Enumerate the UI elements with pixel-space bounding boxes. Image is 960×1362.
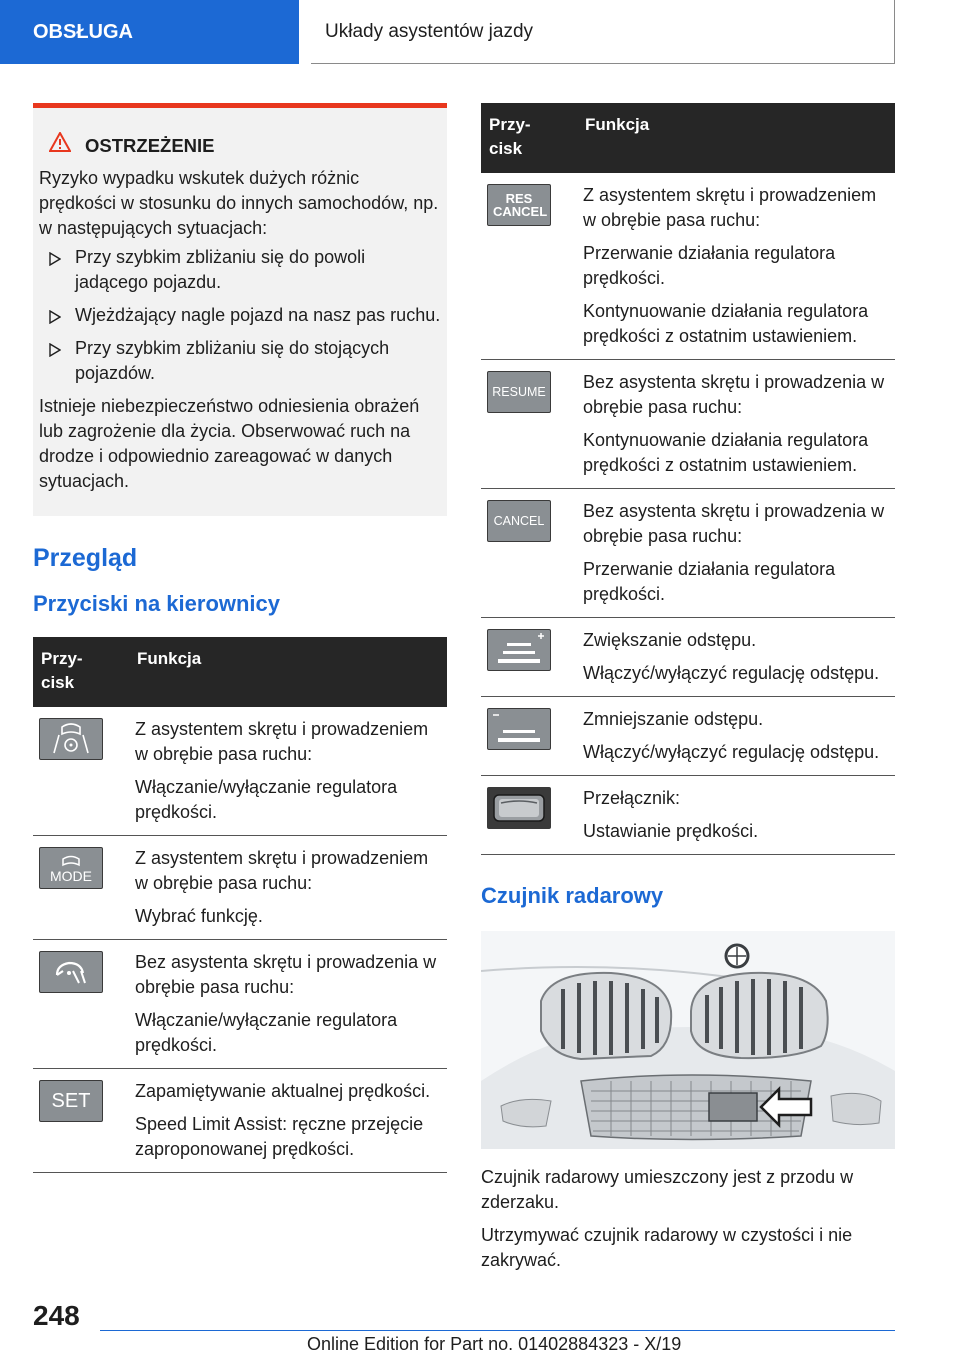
set-label: SET — [51, 1089, 91, 1112]
function-text: Przerwanie działania regulatora prędkości. — [583, 559, 836, 604]
res-cancel-label: RES CANCEL — [493, 191, 548, 219]
cruise-control-icon[interactable] — [39, 951, 103, 993]
function-text: Kontynuowanie działania regulatora prędkości z ostatnim ustawieniem. — [583, 430, 869, 475]
function-text: Zwiększanie odstępu. — [583, 630, 757, 650]
function-text: Przerwanie działania regulatora prędkości. — [583, 243, 836, 288]
function-text: Zmniejszanie odstępu. — [583, 709, 764, 729]
function-text: Wybrać funkcję. — [135, 906, 263, 926]
radar-paragraph: Czujnik radarowy umieszczony jest z przodu w zderzaku. — [481, 1167, 854, 1212]
function-text: Ustawianie prędkości. — [583, 821, 759, 841]
table-row — [33, 836, 447, 940]
function-text: Przełącznik: — [583, 788, 681, 808]
header-section-label: OBSŁUGA — [33, 20, 133, 43]
function-text: Włączyć/wyłączyć regulację odstępu. — [583, 742, 880, 762]
header-function: Funkcja — [577, 103, 895, 173]
buttons-table-right — [481, 103, 895, 855]
function-text: Włączanie/wyłączanie regulatora prędkości. — [135, 777, 398, 822]
car-front-radar-sensor-image — [481, 931, 895, 1149]
buttons-table-left — [33, 637, 447, 1173]
section-title: Przegląd — [33, 544, 138, 572]
set-button-icon[interactable] — [39, 1080, 103, 1122]
function-text: Włączanie/wyłączanie regulatora prędkości. — [135, 1010, 398, 1055]
warning-triangle-icon — [49, 132, 85, 158]
function-text: Zapamiętywanie aktualnej prędkości. — [135, 1081, 431, 1101]
chapter-label: Układy asystentów jazdy — [325, 20, 534, 42]
triangle-bullet-icon — [49, 339, 61, 364]
table-header-row — [481, 103, 895, 173]
cancel-button-icon[interactable] — [487, 500, 551, 542]
warning-item-text: Przy szybkim zbliżaniu się do stojących pojazdów. — [75, 338, 390, 383]
function-text: Speed Limit Assist: ręczne przejęcie zaproponowanej prędkości. — [135, 1114, 424, 1159]
rocker-switch-icon[interactable] — [487, 787, 551, 829]
warning-list-item — [39, 303, 441, 328]
warning-list — [39, 245, 441, 386]
table-row — [481, 360, 895, 489]
resume-label: RESUME — [492, 384, 546, 399]
mode-label: MODE — [50, 867, 92, 884]
subsection-title: Przyciski na kierownicy — [33, 591, 281, 616]
table-header-row — [33, 637, 447, 707]
res-cancel-button-icon[interactable] — [487, 184, 551, 226]
table-row — [481, 489, 895, 618]
resume-button-icon[interactable] — [487, 371, 551, 413]
triangle-bullet-icon — [49, 248, 61, 273]
radar-title: Czujnik radarowy — [481, 883, 664, 908]
warning-title: OSTRZEŻENIE — [85, 134, 215, 156]
header-chapter-title — [311, 0, 895, 64]
header-section-tab[interactable] — [0, 0, 299, 64]
footer-edition: Online Edition for Part no. 01402884323 - X/19 — [307, 1334, 682, 1354]
table-row — [481, 697, 895, 776]
mode-button-icon[interactable] — [39, 847, 103, 889]
table-row — [33, 1069, 447, 1173]
distance-increase-icon[interactable] — [487, 629, 551, 671]
page-number: 248 — [33, 1300, 80, 1331]
cancel-label: CANCEL — [493, 513, 545, 528]
warning-list-item — [39, 245, 441, 295]
table-row — [481, 776, 895, 855]
driving-assistant-icon[interactable] — [39, 718, 103, 760]
warning-item-text: Wjeżdżający nagle pojazd na nasz pas ruchu. — [75, 305, 441, 325]
warning-intro: Ryzyko wypadku wskutek dużych różnic prędkości w stosunku do innych samochodów, np. w następujących sytuacjach: — [39, 168, 439, 238]
header-button: Przy- cisk — [481, 103, 577, 173]
warning-outro: Istnieje niebezpieczeństwo odniesienia obrażeń lub zagrożenie dla życia. Obserwować ruch na drodze i odpowiednio zareagować w danych sytuacjach. — [39, 396, 420, 491]
right-column — [481, 103, 895, 1281]
function-text: Włączyć/wyłączyć regulację odstępu. — [583, 663, 880, 683]
function-text: Z asystentem skrętu i prowadzeniem w obrębie pasa ruchu: — [135, 719, 429, 764]
distance-decrease-icon[interactable] — [487, 708, 551, 750]
radar-description — [481, 1165, 895, 1273]
table-row — [33, 707, 447, 836]
table-row — [481, 618, 895, 697]
header-function: Funkcja — [129, 637, 447, 707]
footer-divider — [100, 1330, 895, 1331]
function-text: Bez asystenta skrętu i prowadzenia w obrębie pasa ruchu: — [135, 952, 437, 997]
function-text: Z asystentem skrętu i prowadzeniem w obrębie pasa ruchu: — [135, 848, 429, 893]
function-text: Kontynuowanie działania regulatora prędkości z ostatnim ustawieniem. — [583, 301, 869, 346]
warning-heading — [39, 132, 441, 158]
table-row — [33, 940, 447, 1069]
table-row — [481, 173, 895, 360]
function-text: Bez asystenta skrętu i prowadzenia w obrębie pasa ruchu: — [583, 372, 885, 417]
function-text: Z asystentem skrętu i prowadzeniem w obrębie pasa ruchu: — [583, 185, 877, 230]
warning-list-item — [39, 336, 441, 386]
left-column — [33, 103, 447, 1173]
function-text: Bez asystenta skrętu i prowadzenia w obrębie pasa ruchu: — [583, 501, 885, 546]
header-button: Przy- cisk — [33, 637, 129, 707]
warning-item-text: Przy szybkim zbliżaniu się do powoli jadącego pojazdu. — [75, 247, 366, 292]
radar-paragraph: Utrzymywać czujnik radarowy w czystości i nie zakrywać. — [481, 1225, 853, 1270]
triangle-bullet-icon — [49, 306, 61, 331]
warning-box — [33, 103, 447, 516]
